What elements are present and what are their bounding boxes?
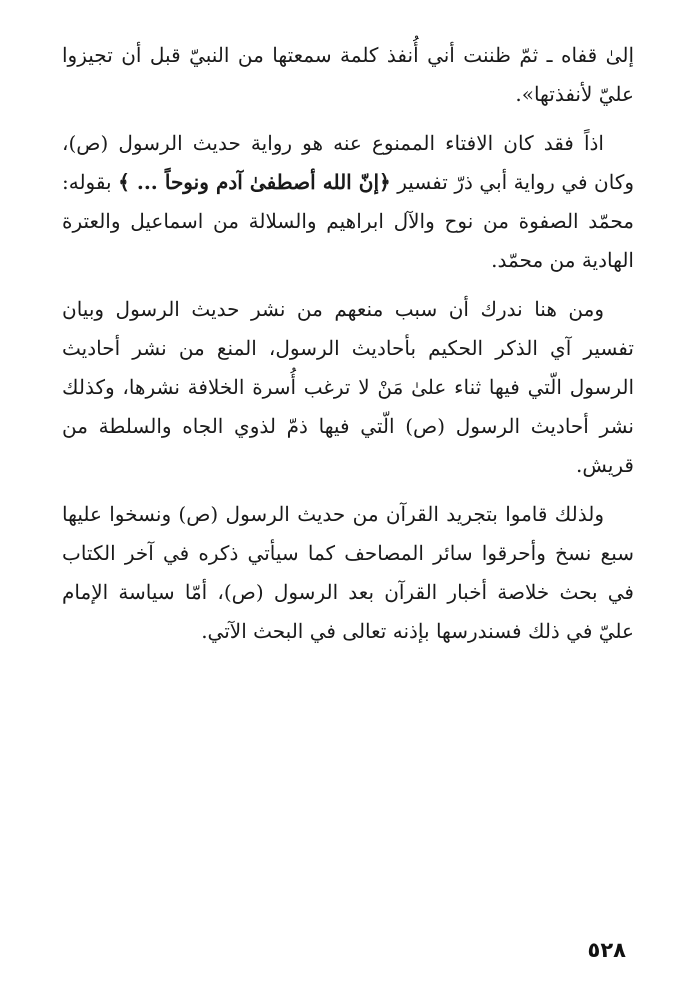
page-body <box>62 36 634 661</box>
paragraph-2-before: اذاً فقد كان الافتاء الممنوع عنه هو رواية حديث الرسول (ص)، وكان في رواية أبي ذرّ تفسير <box>62 131 635 194</box>
paragraph-3: ومن هنا ندرك أن سبب منعهم من نشر حديث الرسول وبيان تفسير آي الذكر الحكيم بأحاديث الرسول، المنع من نشر أحاديث الرسول الّتي فيها ثناء علىٰ مَنْ لا ترغب أُسرة الخلافة نشرها، وكذلك نشر أحاديث الرسول (ص) الّتي فيها ذمّ لذوي الجاه والسلطة من قريش. <box>62 297 634 477</box>
quran-verse-quote: ﴿إنّ الله أصطفىٰ آدم ونوحاً ... ﴾ <box>118 170 391 194</box>
paragraph-2 <box>62 124 634 280</box>
page-number: ٥٢٨ <box>587 938 626 962</box>
paragraph-1: إلىٰ قفاه ـ ثمّ ظننت أني أُنفذ كلمة سمعتها من النبيّ قبل أن تجيزوا عليّ لأنفذتها». <box>62 43 634 106</box>
paragraph-2-after: بقوله: محمّد الصفوة من نوح والآل ابراهيم والسلالة من اسماعيل والعترة الهادية من محمّد. <box>62 170 634 272</box>
paragraph-4: ولذلك قاموا بتجريد القرآن من حديث الرسول (ص) ونسخوا عليها سبع نسخ وأحرقوا سائر المصاحف كما سيأتي ذكره في آخر الكتاب في بحث خلاصة أخبار القرآن بعد الرسول (ص)، أمّا سياسة الإمام عليّ في ذلك فسندرسها بإذنه تعالى في البحث الآتي. <box>62 502 634 643</box>
